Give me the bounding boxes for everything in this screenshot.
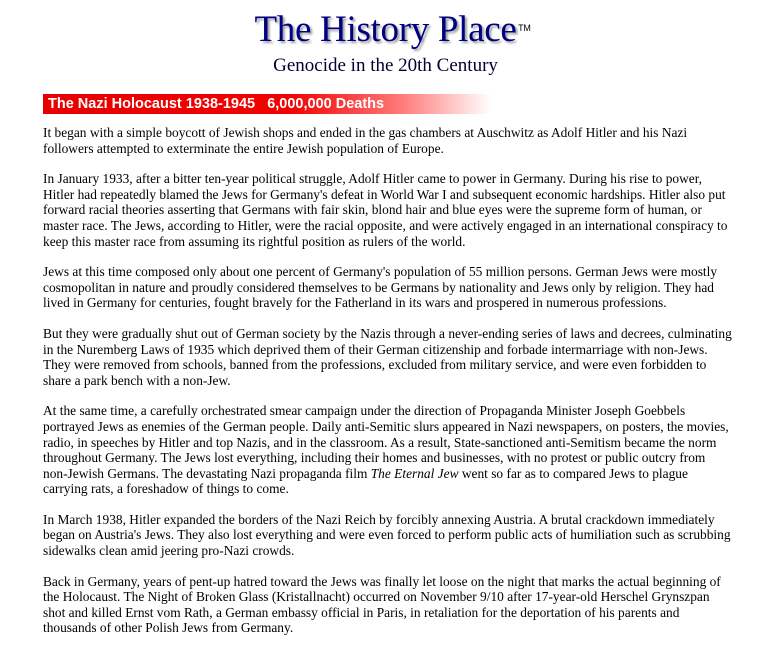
article-paragraph-2: In January 1933, after a bitter ten-year political struggle, Adolf Hitler came to power in Germany. During his rise to power, Hitler had repeatedly blamed the Jews for Germany's defeat in World War I and subsequent economic hardships. Hitler also put forward racial theories asserting that Germans with fair skin, blond hair and blue eyes were the supreme form of human, or master race. The Jews, according to Hitler, were the racial opposite, and were actively engaged in an international conspiracy to keep this master race from assuming its rightful position as rulers of the world.: [43, 171, 728, 249]
article-paragraph-3: Jews at this time composed only about one percent of Germany's population of 55 million persons. German Jews were mostly cosmopolitan in nature and proudly considered themselves to be Germans by nationality and Jews only by religion. They had lived in Germany for centuries, fought bravely for the Fatherland in its wars and prospered in numerous professions.: [43, 264, 718, 311]
article-paragraph-7: Back in Germany, years of pent-up hatred toward the Jews was finally let loose on the night that marks the actual beginning of the Holocaust. The Night of Broken Glass (Kristallnacht) occurred on November 9/10 after 17-year-old Herschel Grynszpan shot and killed Ernst vom Rath, a German embassy official in Paris, in retaliation for the deportation of his parents and thousands of other Polish Jews from Germany.: [43, 573, 721, 636]
masthead: [0, 0, 771, 78]
section-banner: [43, 94, 491, 114]
article-paragraph-1: It began with a simple boycott of Jewish shops and ended in the gas chambers at Auschwitz as Adolf Hitler and his Nazi followers attempted to exterminate the entire Jewish population of Europe.: [43, 125, 688, 156]
paragraph-5-text-start: At the same time, a carefully orchestrated smear campaign under the direction of Propaganda Minister Joseph Goebbels portrayed Jews as enemies of the German people. Daily anti-Semitic slurs appeared in Nazi newspapers, on posters, the movies, radio, in speeches by Hitler and top Nazis, and in the classroom. As a result, State-sanctioned anti-Semitism became the norm throughout Germany. The Jews lost everything, including their homes and businesses, with no protest or public outcry from non-Jewish Germans. The devastating Nazi propaganda film: [43, 403, 729, 481]
article-body: [43, 125, 733, 651]
article-paragraph-5: [43, 403, 733, 497]
site-title-text[interactable]: The History Place: [254, 9, 517, 50]
site-subtitle: Genocide in the 20th Century: [273, 55, 498, 76]
paragraph-5-text-end: went so far as to compared Jews to plague carrying rats, a foreshadow of things to come.: [43, 465, 688, 497]
article-paragraph-6: In March 1938, Hitler expanded the borders of the Nazi Reich by forcibly annexing Austria. A brutal crackdown immediately began on Austria's Jews. They also lost everything and were even forced to perform public acts of humiliation such as scrubbing sidewalks clean amid jeering pro-Nazi crowds.: [43, 511, 731, 559]
site-title[interactable]: [254, 8, 531, 52]
article-paragraph-4: But they were gradually shut out of German society by the Nazis through a never-ending series of laws and decrees, culminating in the Nuremberg Laws of 1935 which deprived them of their German citizenship and forbade intermarriage with non-Jews. They were removed from schools, banned from the professions, excluded from military service, and were even forbidden to share a park bench with a non-Jew.: [43, 325, 732, 388]
film-title: The Eternal Jew: [370, 465, 459, 481]
trademark-mark: TM: [518, 23, 531, 33]
banner-title: The Nazi Holocaust 1938-1945 6,000,000 Deaths: [48, 96, 385, 112]
